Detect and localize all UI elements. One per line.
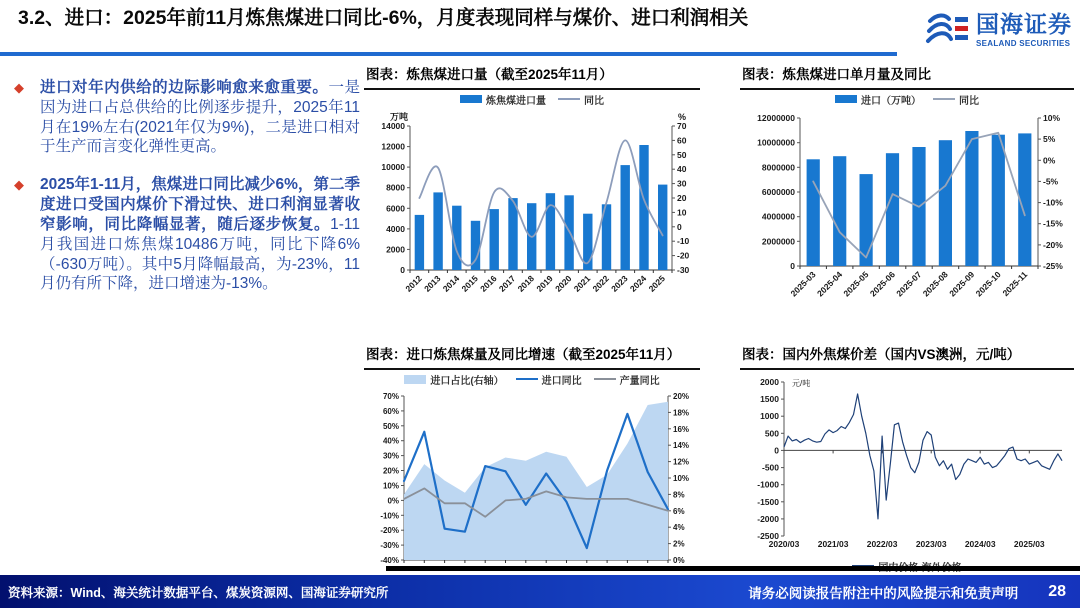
svg-text:-20%: -20% xyxy=(380,526,399,536)
chart-panel-price-spread xyxy=(740,342,1074,575)
diamond-bullet-icon: ◆ xyxy=(14,80,24,95)
svg-text:4000000: 4000000 xyxy=(761,211,795,222)
svg-text:-30%: -30% xyxy=(380,541,399,551)
svg-text:12000000: 12000000 xyxy=(757,113,795,123)
legend-item xyxy=(516,372,582,387)
svg-text:6000: 6000 xyxy=(386,203,405,214)
svg-text:30%: 30% xyxy=(382,451,399,461)
chart-title: 图表：炼焦煤进口量（截至2025年11月） xyxy=(364,62,700,90)
svg-text:30: 30 xyxy=(677,178,687,189)
legend-item xyxy=(460,92,546,107)
svg-text:-30: -30 xyxy=(677,265,690,275)
svg-text:2025-07: 2025-07 xyxy=(894,269,924,299)
svg-text:-2500: -2500 xyxy=(757,531,779,541)
svg-text:2022/03: 2022/03 xyxy=(866,539,898,549)
svg-text:50%: 50% xyxy=(382,421,399,431)
svg-text:5%: 5% xyxy=(1043,134,1056,145)
svg-text:0: 0 xyxy=(677,221,682,232)
svg-text:60%: 60% xyxy=(382,406,399,416)
bullet-item xyxy=(14,78,360,157)
svg-text:2025-05: 2025-05 xyxy=(841,269,871,299)
svg-text:2000: 2000 xyxy=(760,377,779,387)
chart-legend xyxy=(740,90,1074,108)
bullet-body: 一是因为进口占总供给的比例逐步提升，2025年11月在19%左右(2021年仅为9%)，二是进口相对于生产而言变化弹性更高。 xyxy=(40,79,360,156)
logo-subtitle: SEALAND SECURITIES xyxy=(976,38,1071,48)
svg-text:2020/03: 2020/03 xyxy=(768,539,800,549)
chart-title: 图表：炼焦煤进口单月量及同比 xyxy=(740,62,1074,90)
legend-item xyxy=(594,372,660,387)
svg-text:-1000: -1000 xyxy=(757,479,779,490)
svg-text:-10: -10 xyxy=(677,236,690,247)
legend-item xyxy=(933,92,979,107)
logo-name: 国海证券 xyxy=(976,10,1072,37)
svg-text:1500: 1500 xyxy=(760,394,779,405)
svg-text:2018: 2018 xyxy=(515,273,537,294)
legend-item xyxy=(835,92,921,107)
svg-text:6%: 6% xyxy=(673,506,685,516)
svg-text:2025: 2025 xyxy=(646,273,668,294)
svg-text:2021: 2021 xyxy=(571,273,593,294)
legend-label: 进口（万吨） xyxy=(861,95,921,107)
svg-text:16%: 16% xyxy=(673,424,690,434)
svg-text:2015: 2015 xyxy=(459,273,480,294)
svg-text:-40%: -40% xyxy=(380,556,399,565)
page-title: 3.2、进口：2025年前11月炼焦煤进口同比-6%，月度表现同样与煤价、进口利润相关 xyxy=(18,7,749,29)
svg-text:70: 70 xyxy=(677,121,687,131)
svg-text:10: 10 xyxy=(677,207,687,218)
svg-text:14000: 14000 xyxy=(381,121,405,131)
svg-text:-10%: -10% xyxy=(1043,197,1063,208)
legend-label: 进口同比 xyxy=(541,375,582,387)
monthly-imports-chart xyxy=(740,108,1074,314)
svg-text:2014: 2014 xyxy=(440,273,462,294)
svg-text:2025/03: 2025/03 xyxy=(1013,539,1045,549)
svg-text:2019: 2019 xyxy=(534,273,555,294)
svg-text:20%: 20% xyxy=(673,392,690,401)
svg-text:4%: 4% xyxy=(673,523,685,533)
svg-text:2016: 2016 xyxy=(478,273,499,294)
svg-text:14%: 14% xyxy=(673,441,690,451)
svg-text:2%: 2% xyxy=(673,539,685,549)
chart-legend xyxy=(364,370,700,388)
chart-panel-annual-imports xyxy=(364,62,700,315)
footer-bar xyxy=(0,575,1080,608)
svg-text:500: 500 xyxy=(764,428,779,439)
legend-label: 同比 xyxy=(584,95,604,107)
disclaimer-text: 请务必阅读报告附注中的风险提示和免责声明 xyxy=(748,585,1019,601)
legend-swatch-bar xyxy=(835,95,857,103)
diamond-bullet-icon: ◆ xyxy=(14,177,24,193)
legend-label: 同比 xyxy=(959,95,979,107)
svg-text:%: % xyxy=(678,112,687,122)
legend-swatch-line xyxy=(594,378,616,380)
svg-text:2022: 2022 xyxy=(590,273,611,294)
svg-text:-10%: -10% xyxy=(380,511,399,521)
svg-text:-20%: -20% xyxy=(1043,239,1063,250)
svg-text:50: 50 xyxy=(677,149,687,160)
legend-swatch-area xyxy=(404,375,426,384)
bullet-text xyxy=(40,78,360,157)
svg-text:70%: 70% xyxy=(382,392,399,401)
svg-text:2024: 2024 xyxy=(627,273,649,294)
svg-text:40: 40 xyxy=(677,164,687,175)
svg-text:0%: 0% xyxy=(1043,155,1056,166)
svg-text:2025-10: 2025-10 xyxy=(973,269,1003,299)
legend-swatch-line xyxy=(933,98,955,100)
svg-text:0%: 0% xyxy=(387,496,399,506)
bullet-lead: 进口对年内供给的边际影响愈来愈重要。 xyxy=(40,79,329,96)
svg-text:2000000: 2000000 xyxy=(761,236,795,247)
annual-imports-chart xyxy=(364,108,700,310)
svg-text:-5%: -5% xyxy=(1043,176,1059,187)
source-note: 资料来源：Wind、海关统计数据平台、煤炭资源网、国海证券研究所 xyxy=(8,585,389,600)
import-share-growth-chart xyxy=(364,388,700,576)
svg-text:8000000: 8000000 xyxy=(761,162,795,173)
legend-swatch-bar xyxy=(460,95,482,103)
svg-text:-2000: -2000 xyxy=(757,513,779,524)
svg-text:2013: 2013 xyxy=(422,273,443,294)
chart-title: 图表：国内外焦煤价差（国内VS澳洲，元/吨） xyxy=(740,342,1074,370)
legend-swatch-line xyxy=(558,98,580,100)
page-number: 28 xyxy=(1048,582,1066,600)
svg-text:-25%: -25% xyxy=(1043,261,1063,271)
svg-text:2000: 2000 xyxy=(386,244,405,255)
legend-label: 进口占比(右轴） xyxy=(430,375,504,387)
svg-text:4000: 4000 xyxy=(386,223,405,234)
legend-swatch-line xyxy=(516,378,538,380)
legend-label: 炼焦煤进口量 xyxy=(486,95,546,107)
svg-text:20%: 20% xyxy=(382,466,399,476)
bullet-text xyxy=(40,175,360,294)
svg-text:10000: 10000 xyxy=(381,162,405,173)
svg-text:2025-09: 2025-09 xyxy=(947,269,977,299)
svg-text:2023/03: 2023/03 xyxy=(915,539,947,549)
svg-text:10%: 10% xyxy=(1043,113,1061,123)
svg-text:2017: 2017 xyxy=(496,273,518,294)
svg-text:10%: 10% xyxy=(382,481,399,491)
svg-text:-500: -500 xyxy=(761,462,779,473)
footer-right xyxy=(748,582,1080,602)
svg-text:2025-08: 2025-08 xyxy=(920,269,950,299)
svg-text:2023: 2023 xyxy=(609,273,630,294)
svg-text:0: 0 xyxy=(790,261,795,271)
chart-panel-monthly-imports xyxy=(740,62,1074,319)
svg-text:元/吨: 元/吨 xyxy=(792,379,811,388)
svg-text:0: 0 xyxy=(774,445,779,456)
logo-text xyxy=(976,10,1072,48)
svg-text:2021/03: 2021/03 xyxy=(817,539,849,549)
svg-text:2025-06: 2025-06 xyxy=(867,269,898,299)
svg-text:-15%: -15% xyxy=(1043,218,1063,229)
bullet-item xyxy=(14,175,360,294)
svg-text:2012: 2012 xyxy=(403,273,424,294)
bullet-list xyxy=(14,78,360,312)
company-logo xyxy=(925,9,1072,51)
svg-text:12%: 12% xyxy=(673,457,690,467)
svg-text:万吨: 万吨 xyxy=(389,112,408,122)
svg-text:8%: 8% xyxy=(673,490,685,500)
svg-text:8000: 8000 xyxy=(386,182,405,193)
svg-text:1000: 1000 xyxy=(760,411,779,422)
svg-text:0%: 0% xyxy=(673,556,685,565)
price-spread-chart xyxy=(740,370,1074,552)
legend-item xyxy=(404,372,503,387)
svg-text:-20: -20 xyxy=(677,250,690,261)
svg-text:2025-03: 2025-03 xyxy=(788,269,818,299)
svg-text:20: 20 xyxy=(677,193,687,203)
bullet-body: 1-11月我国进口炼焦煤10486万吨，同比下降6%（-630万吨）。其中5月降幅最高，为-23%，11月仍有所下降，进口增速为-13%。 xyxy=(40,215,360,293)
svg-text:2024/03: 2024/03 xyxy=(964,539,996,549)
sealand-logo-icon xyxy=(925,9,971,51)
bullet-lead: 2025年1-11月，焦煤进口同比减少6%，第二季度进口受国内煤价下滑过快、进口利润显著收窄影响，同比降幅显著，随后逐步恢复。 xyxy=(40,176,360,233)
svg-text:10000000: 10000000 xyxy=(757,137,795,148)
chart-legend xyxy=(364,90,700,108)
svg-text:40%: 40% xyxy=(382,436,399,446)
svg-text:18%: 18% xyxy=(673,408,690,418)
title-underline xyxy=(0,52,897,56)
chart-panel-import-share-growth xyxy=(364,342,700,581)
chart-title: 图表：进口炼焦煤量及同比增速（截至2025年11月） xyxy=(364,342,700,370)
svg-text:2020: 2020 xyxy=(553,273,574,294)
svg-text:0: 0 xyxy=(400,265,405,275)
svg-text:12000: 12000 xyxy=(381,141,405,152)
svg-text:10%: 10% xyxy=(673,474,690,483)
footer-divider-line xyxy=(386,566,1080,571)
svg-text:6000000: 6000000 xyxy=(761,187,795,197)
svg-text:60: 60 xyxy=(677,135,687,146)
svg-text:-1500: -1500 xyxy=(757,496,779,507)
legend-label: 产量同比 xyxy=(619,375,660,387)
svg-text:2025-04: 2025-04 xyxy=(814,269,845,299)
legend-item xyxy=(558,92,604,107)
svg-text:2025-11: 2025-11 xyxy=(1000,269,1030,299)
